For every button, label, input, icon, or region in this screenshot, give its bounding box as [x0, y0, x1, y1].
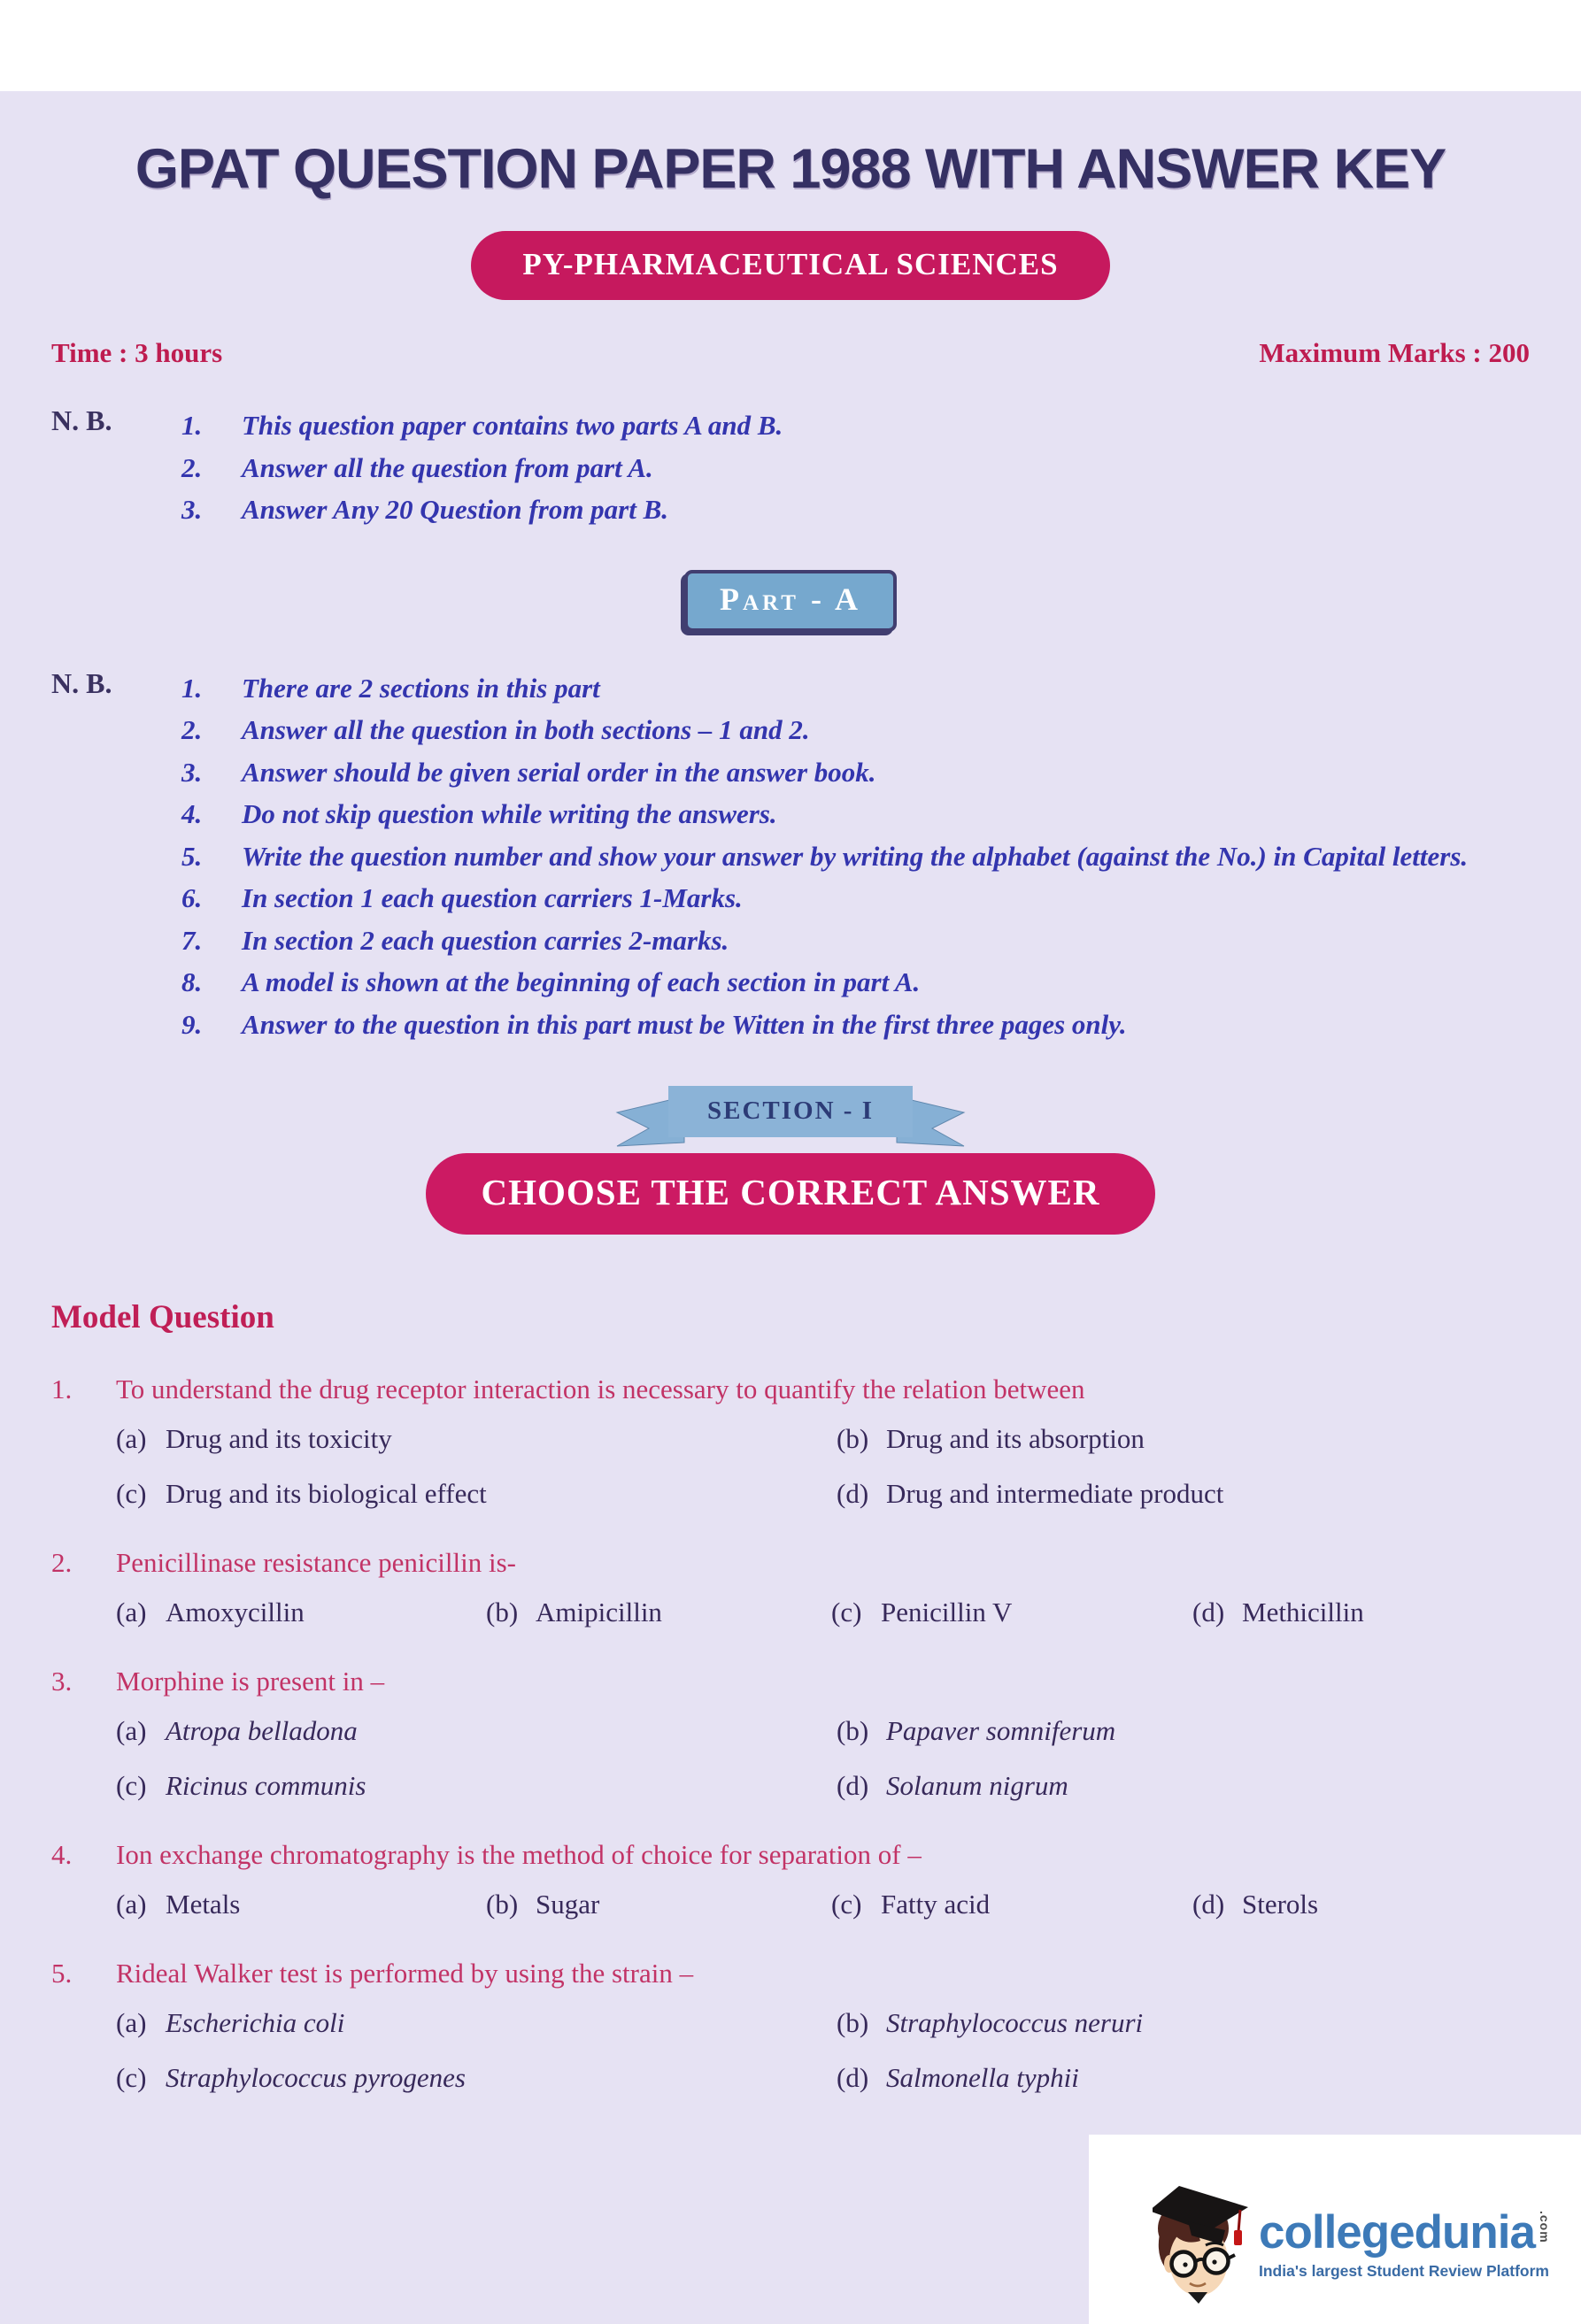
nb-item: [181, 835, 1530, 878]
paper-content-area: [0, 91, 1581, 2324]
nb-item: [181, 961, 1530, 1004]
nb-item-text: A model is shown at the beginning of each section in part A.: [242, 966, 921, 997]
option-row: [837, 1423, 1530, 1455]
nb-item-text: Write the question number and show your answer by writing the alphabet (against the No.) in Capital letters.: [242, 840, 1469, 872]
option-text: Drug and its absorption: [886, 1423, 1145, 1454]
option-label: (b): [486, 1889, 519, 1920]
question-text: Rideal Walker test is performed by using the strain –: [116, 1958, 694, 1989]
option-row: [837, 1715, 1530, 1747]
option-text: Salmonella typhii: [886, 2062, 1079, 2093]
option-label: (c): [116, 1478, 147, 1509]
nb-item-number: 5.: [181, 840, 203, 872]
question-number: 3.: [51, 1666, 73, 1697]
nb-item-text: In section 2 each question carries 2-marks.: [242, 924, 729, 956]
nb-item-number: 2.: [181, 714, 203, 745]
nb-item: [181, 709, 1530, 751]
option-label: (d): [1192, 1889, 1225, 1920]
question-number: 4.: [51, 1839, 73, 1870]
question-number: 1.: [51, 1374, 73, 1404]
option-row: [837, 1478, 1530, 1510]
option-row: [116, 2007, 837, 2039]
nb-item-text: Answer Any 20 Question from part B.: [242, 494, 669, 525]
nb-item: [181, 751, 1530, 794]
option-label: (c): [831, 1889, 862, 1920]
nb-label: N. B.: [51, 666, 112, 699]
nb-item-number: 9.: [181, 1008, 203, 1040]
nb-item: [181, 447, 1530, 489]
nb-item-text: This question paper contains two parts A and B.: [242, 410, 783, 441]
nb-item-number: 7.: [181, 924, 203, 956]
option-row: [1192, 1597, 1530, 1628]
option-row: [116, 2062, 837, 2094]
option-text: Penicillin V: [881, 1597, 1013, 1628]
option-row: [837, 2062, 1530, 2094]
collegedunia-tagline: India's largest Student Review Platform: [1259, 2262, 1549, 2280]
nb-list: [181, 404, 1530, 531]
options-grid: [116, 1423, 1530, 1510]
nb-item-text: Answer should be given serial order in the answer book.: [242, 756, 876, 788]
question-row: [51, 1666, 1530, 1697]
option-row: [486, 1889, 831, 1920]
option-row: [116, 1770, 837, 1802]
options-grid: [116, 1597, 1530, 1628]
option-row: [831, 1889, 1192, 1920]
nb-item-text: There are 2 sections in this part: [242, 672, 600, 704]
option-label: (d): [1192, 1597, 1225, 1628]
option-text: Solanum nigrum: [886, 1770, 1068, 1801]
nb-item-number: 8.: [181, 966, 203, 997]
option-label: (b): [486, 1597, 519, 1628]
option-row: [116, 1423, 837, 1455]
option-row: [116, 1715, 837, 1747]
page-title: GPAT QUESTION PAPER 1988 WITH ANSWER KEY: [135, 138, 1446, 200]
option-label: (d): [837, 1478, 869, 1509]
option-text: Drug and intermediate product: [886, 1478, 1224, 1509]
option-text: Amoxycillin: [166, 1597, 305, 1628]
option-label: (b): [837, 2007, 869, 2038]
collegedunia-tld: .com: [1537, 2211, 1552, 2243]
option-label: (a): [116, 2007, 147, 2038]
option-label: (d): [837, 2062, 869, 2093]
question-text: Ion exchange chromatography is the method of choice for separation of –: [116, 1839, 922, 1870]
subject-badge: PY-PHARMACEUTICAL SCIENCES: [471, 231, 1109, 300]
option-label: (c): [116, 2062, 147, 2093]
option-text: Methicillin: [1242, 1597, 1364, 1628]
question-number: 2.: [51, 1547, 73, 1578]
nb-item-text: Answer to the question in this part must be Witten in the first three pages only.: [242, 1008, 1127, 1040]
collegedunia-mascot-icon: [1153, 2177, 1250, 2310]
question-row: [51, 1839, 1530, 1871]
nb-item-text: Answer all the question in both sections – 1 and 2.: [242, 714, 810, 745]
collegedunia-logo: [1089, 2135, 1581, 2324]
option-text: Papaver somniferum: [886, 1715, 1116, 1746]
model-question-heading: Model Question: [51, 1299, 274, 1335]
option-text: Straphylococcus pyrogenes: [166, 2062, 466, 2093]
options-grid: [116, 1889, 1530, 1920]
nb-list: [181, 667, 1530, 1046]
nb-item: [181, 877, 1530, 920]
collegedunia-brand: collegedunia: [1259, 2206, 1535, 2259]
nb-item-text: Do not skip question while writing the answers.: [242, 798, 777, 829]
nb-item-number: 3.: [181, 756, 203, 788]
marks-label: Maximum Marks : 200: [1259, 337, 1530, 368]
option-text: Metals: [166, 1889, 241, 1920]
nb-item-number: 4.: [181, 798, 203, 829]
section-ribbon: [613, 1086, 968, 1164]
option-text: Sugar: [536, 1889, 600, 1920]
option-row: [1192, 1889, 1530, 1920]
option-text: Sterols: [1242, 1889, 1319, 1920]
option-label: (c): [831, 1597, 862, 1628]
option-text: Amipicillin: [536, 1597, 662, 1628]
nb-item: [181, 920, 1530, 962]
nb-item-number: 1.: [181, 410, 203, 441]
option-text: Atropa belladona: [166, 1715, 358, 1746]
options-grid: [116, 1715, 1530, 1802]
nb-item: [181, 793, 1530, 835]
option-row: [116, 1889, 486, 1920]
option-row: [116, 1478, 837, 1510]
option-label: (d): [837, 1770, 869, 1801]
option-text: Drug and its biological effect: [166, 1478, 487, 1509]
option-text: Escherichia coli: [166, 2007, 345, 2038]
option-label: (a): [116, 1423, 147, 1454]
option-row: [831, 1597, 1192, 1628]
time-label: Time : 3 hours: [51, 337, 223, 368]
part-a-badge: Part - A: [684, 570, 897, 632]
option-label: (b): [837, 1423, 869, 1454]
meta-row: [51, 337, 1530, 369]
choose-answer-badge: CHOOSE THE CORRECT ANSWER: [426, 1153, 1154, 1235]
nb-item: [181, 1004, 1530, 1046]
question-text: To understand the drug receptor interaction is necessary to quantify the relation between: [116, 1374, 1085, 1404]
option-label: (a): [116, 1715, 147, 1746]
question-text: Penicillinase resistance penicillin is-: [116, 1547, 516, 1578]
nb-paper-block: [51, 404, 1530, 531]
option-label: (a): [116, 1597, 147, 1628]
nb-label: N. B.: [51, 404, 112, 436]
nb-item-number: 6.: [181, 882, 203, 913]
options-grid: [116, 2007, 1530, 2094]
nb-part-block: [51, 667, 1530, 1046]
option-text: Straphylococcus neruri: [886, 2007, 1144, 2038]
option-text: Fatty acid: [881, 1889, 991, 1920]
option-label: (c): [116, 1770, 147, 1801]
nb-item-text: In section 1 each question carriers 1-Marks.: [242, 882, 743, 913]
nb-item: [181, 667, 1530, 710]
nb-item: [181, 489, 1530, 531]
nb-item-number: 1.: [181, 672, 203, 704]
nb-item-number: 2.: [181, 451, 203, 483]
option-row: [837, 2007, 1530, 2039]
option-row: [486, 1597, 831, 1628]
nb-item-text: Answer all the question from part A.: [242, 451, 653, 483]
option-label: (a): [116, 1889, 147, 1920]
option-text: Drug and its toxicity: [166, 1423, 392, 1454]
option-label: (b): [837, 1715, 869, 1746]
option-text: Ricinus communis: [166, 1770, 366, 1801]
question-row: [51, 1374, 1530, 1405]
section-ribbon-label: SECTION - I: [707, 1097, 874, 1125]
question-row: [51, 1958, 1530, 1989]
collegedunia-logo-inner: [1153, 2177, 1552, 2310]
collegedunia-wordmark: [1259, 2177, 1552, 2281]
option-row: [116, 1597, 486, 1628]
option-row: [837, 1770, 1530, 1802]
question-number: 5.: [51, 1958, 73, 1989]
question-text: Morphine is present in –: [116, 1666, 385, 1697]
nb-item-number: 3.: [181, 494, 203, 525]
nb-item: [181, 404, 1530, 447]
question-row: [51, 1547, 1530, 1579]
